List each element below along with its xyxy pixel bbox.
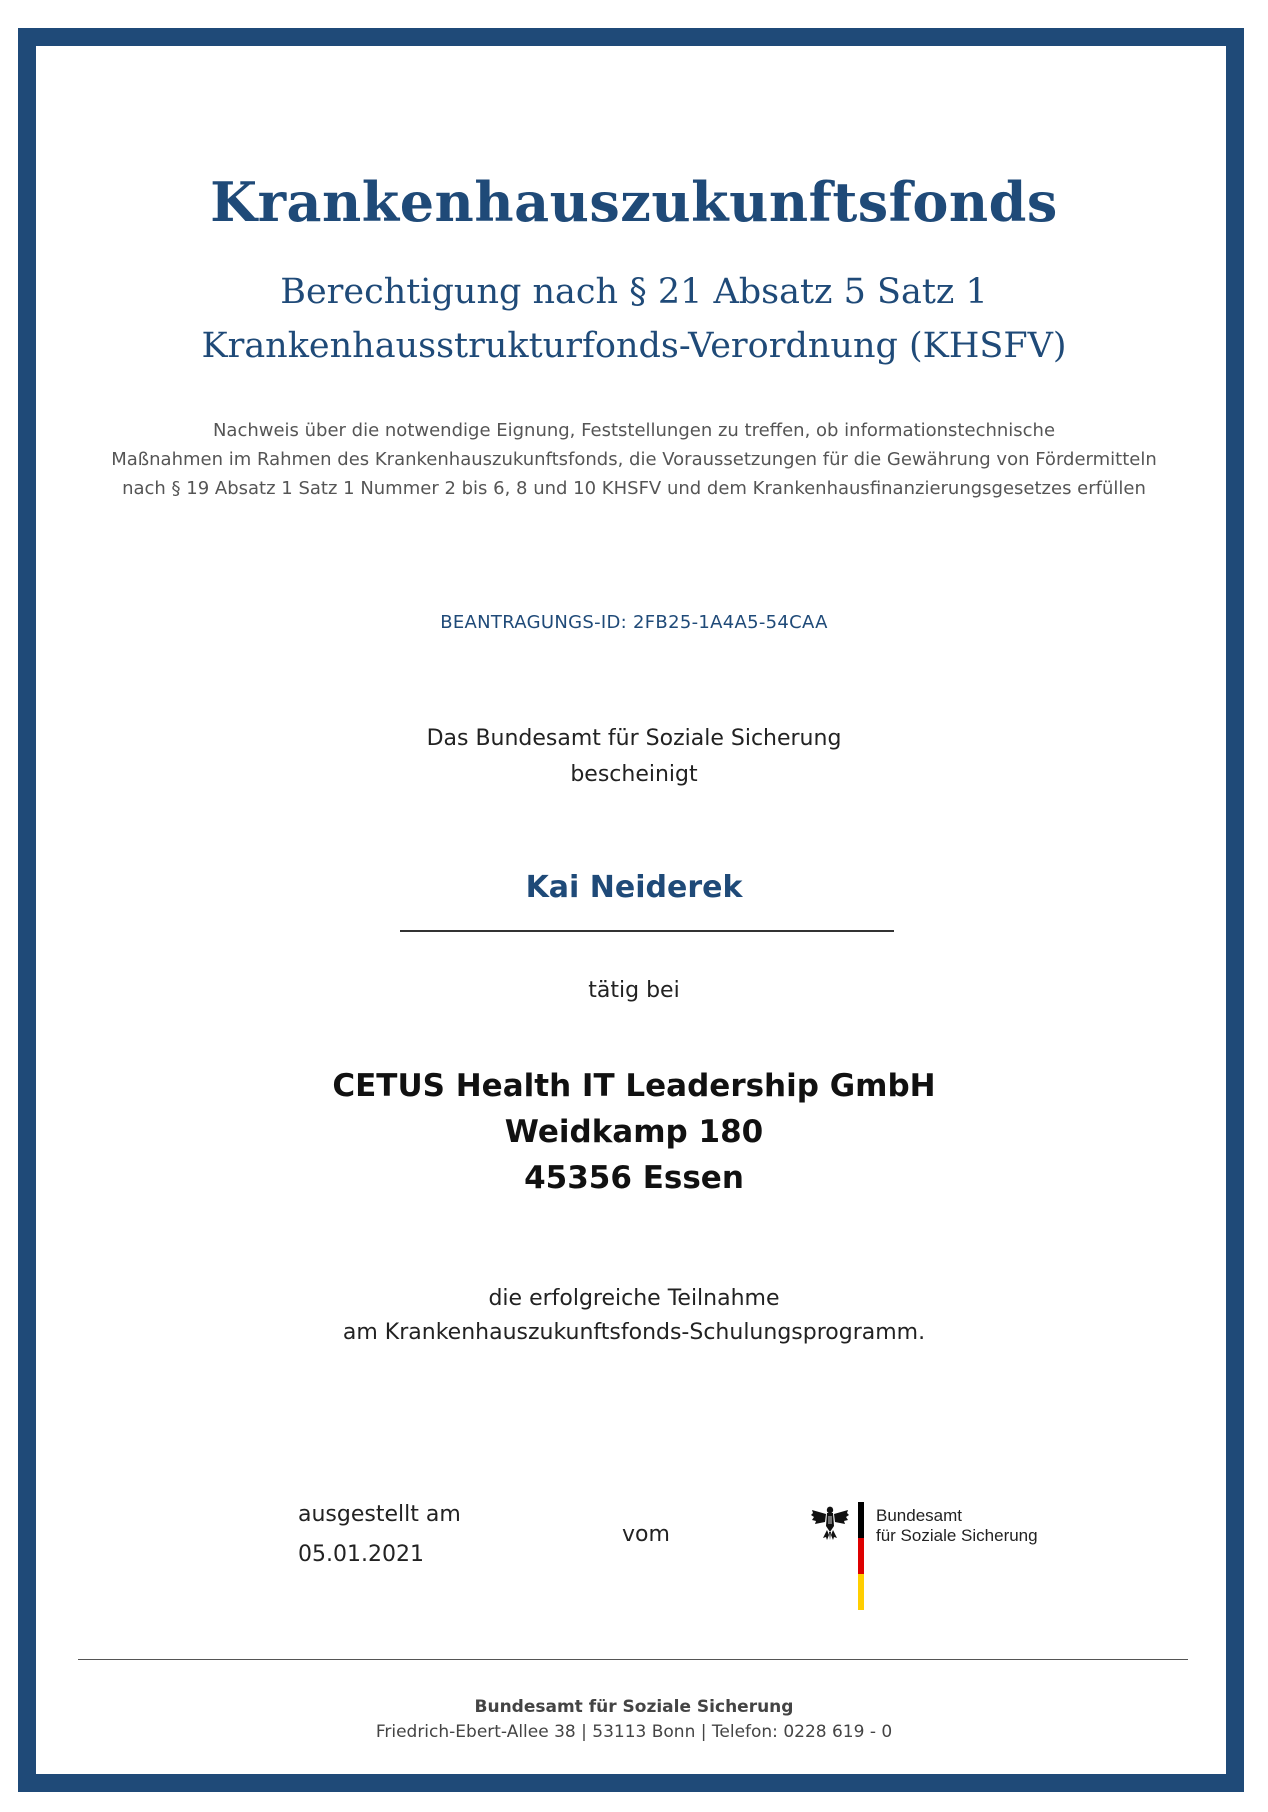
logo-text-line1: Bundesamt bbox=[876, 1506, 962, 1525]
footer-organization: Bundesamt für Soziale Sicherung bbox=[474, 1697, 794, 1717]
certificate-title: Krankenhauszukunftsfonds bbox=[210, 170, 1058, 234]
organization-city: 45356 Essen bbox=[524, 1160, 744, 1196]
federal-eagle-icon bbox=[810, 1502, 850, 1542]
issued-date: 05.01.2021 bbox=[298, 1542, 424, 1567]
issuer-line1: Das Bundesamt für Soziale Sicherung bbox=[426, 726, 842, 751]
issuer-line2: bescheinigt bbox=[570, 762, 698, 787]
from-label: vom bbox=[622, 1522, 670, 1547]
certificate-subtitle-line2: Krankenhausstrukturfonds-Verordnung (KHSFV) bbox=[201, 326, 1067, 366]
intro-text-line3: nach § 19 Absatz 1 Satz 1 Nummer 2 bis 6, 8 und 10 KHSFV und dem Krankenhausfinanzierungsgesetzes erfüllen bbox=[122, 478, 1146, 499]
certificate-subtitle-line1: Berechtigung nach § 21 Absatz 5 Satz 1 bbox=[280, 272, 988, 312]
result-line1: die erfolgreiche Teilnahme bbox=[488, 1286, 780, 1311]
recipient-name: Kai Neiderek bbox=[525, 870, 743, 905]
flag-stripes bbox=[858, 1502, 864, 1610]
logo-text-line2: für Soziale Sicherung bbox=[876, 1526, 1038, 1545]
bas-logo bbox=[810, 1502, 1040, 1612]
organization-name: CETUS Health IT Leadership GmbH bbox=[332, 1068, 936, 1104]
name-underline bbox=[400, 930, 894, 932]
employed-at-label: tätig bei bbox=[588, 978, 680, 1003]
flag-stripe-gold bbox=[858, 1574, 864, 1610]
intro-text-line1: Nachweis über die notwendige Eignung, Feststellungen zu treffen, ob informationstechnische bbox=[212, 420, 1056, 441]
flag-stripe-red bbox=[858, 1538, 864, 1574]
footer-address: Friedrich-Ebert-Allee 38 | 53113 Bonn | Telefon: 0228 619 - 0 bbox=[375, 1722, 893, 1742]
application-id: BEANTRAGUNGS-ID: 2FB25-1A4A5-54CAA bbox=[440, 612, 828, 633]
organization-street: Weidkamp 180 bbox=[504, 1114, 764, 1150]
logo-text bbox=[876, 1506, 1038, 1546]
footer-divider bbox=[78, 1659, 1188, 1660]
flag-stripe-black bbox=[858, 1502, 864, 1538]
issued-label: ausgestellt am bbox=[298, 1502, 461, 1527]
intro-text-line2: Maßnahmen im Rahmen des Krankenhauszukunftsfonds, die Voraussetzungen für die Gewährung von Fördermitteln bbox=[111, 449, 1157, 470]
result-line2: am Krankenhauszukunftsfonds-Schulungsprogramm. bbox=[342, 1320, 926, 1345]
